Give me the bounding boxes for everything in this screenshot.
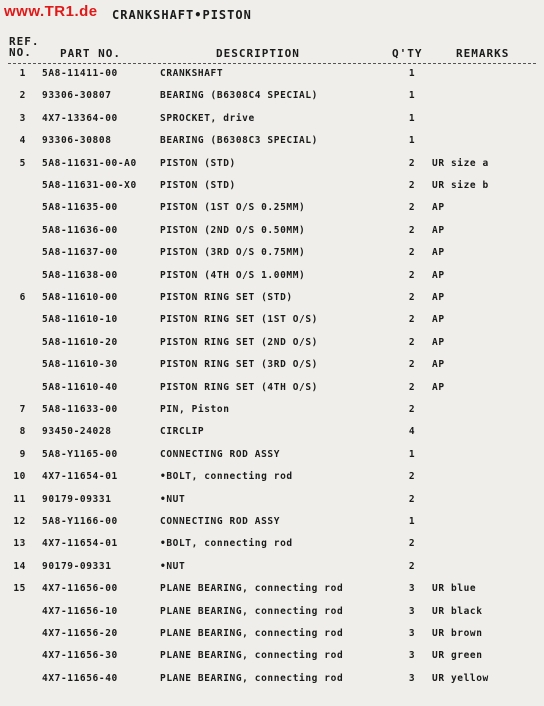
qty-cell: 2 [408,157,416,169]
part-no-cell: 5A8-11610-30 [42,359,118,371]
description-cell: PISTON (4TH O/S 1.00MM) [160,269,306,281]
ref-no-cell: 12 [13,516,26,527]
qty-cell: 2 [408,538,416,550]
qty-cell: 2 [408,471,416,483]
description-cell: PISTON (STD) [160,157,236,169]
remarks-cell: UR brown [432,628,483,639]
table-row [0,333,544,353]
remarks-cell: AP [432,202,445,214]
part-no-cell: 90179-09331 [42,560,112,572]
qty-cell: 3 [408,672,416,684]
part-no-cell: 4X7-11654-01 [42,471,118,483]
remarks-cell: UR green [432,650,483,662]
qty-cell: 1 [408,448,416,460]
qty-cell: 2 [408,404,416,415]
description-cell: •BOLT, connecting rod [160,538,293,550]
description-cell: CONNECTING ROD ASSY [160,516,281,527]
description-cell: PLANE BEARING, connecting rod [160,583,344,595]
header-description: DESCRIPTION [216,47,300,60]
description-cell: •NUT [160,560,186,572]
part-no-cell: 5A8-11638-00 [42,269,118,281]
qty-cell: 1 [408,90,416,102]
description-cell: PLANE BEARING, connecting rod [160,605,344,617]
ref-no-cell: 9 [19,448,26,460]
description-cell: PISTON RING SET (STD) [160,292,293,303]
qty-cell: 1 [408,112,416,124]
ref-no-cell: 8 [19,426,26,438]
ref-no-cell: 7 [19,404,26,415]
ref-no-cell: 4 [19,135,26,147]
table-row [0,86,544,106]
table-row [0,131,544,151]
table-row [0,490,544,510]
qty-cell: 4 [408,426,416,438]
qty-cell: 2 [408,292,416,303]
part-no-cell: 5A8-11631-00-X0 [42,180,137,191]
description-cell: CIRCLIP [160,426,205,438]
qty-cell: 3 [408,605,416,617]
table-row [0,400,544,420]
description-cell: •NUT [160,493,186,505]
qty-cell: 2 [408,180,416,191]
qty-cell: 2 [408,314,416,326]
table-row [0,378,544,398]
part-no-cell: 4X7-11656-00 [42,583,118,595]
part-no-cell: 5A8-Y1166-00 [42,516,118,527]
part-no-cell: 5A8-11610-00 [42,292,118,303]
qty-cell: 3 [408,628,416,639]
remarks-cell: AP [432,269,445,281]
part-no-cell: 4X7-11656-20 [42,628,118,639]
remarks-cell: AP [432,224,445,236]
remarks-cell: AP [432,359,445,371]
part-no-cell: 4X7-11656-10 [42,605,118,617]
remarks-cell: UR black [432,605,483,617]
ref-no-cell: 3 [19,112,26,124]
qty-cell: 2 [408,269,416,281]
part-no-cell: 5A8-11610-40 [42,381,118,393]
part-no-cell: 93450-24028 [42,426,112,438]
remarks-cell: UR blue [432,583,477,595]
description-cell: PISTON RING SET (2ND O/S) [160,336,318,348]
description-cell: •BOLT, connecting rod [160,471,293,483]
part-no-cell: 5A8-11637-00 [42,247,118,259]
part-no-cell: 5A8-11610-10 [42,314,118,326]
part-no-cell: 5A8-11633-00 [42,404,118,415]
part-no-cell: 5A8-11635-00 [42,202,118,214]
qty-cell: 2 [408,493,416,505]
part-no-cell: 4X7-13364-00 [42,112,118,124]
part-no-cell: 90179-09331 [42,493,112,505]
qty-cell: 2 [408,224,416,236]
description-cell: PIN, Piston [160,404,230,415]
table-row [0,445,544,465]
ref-no-cell: 11 [13,493,26,505]
description-cell: PISTON RING SET (4TH O/S) [160,381,318,393]
table-row [0,221,544,241]
remarks-cell: AP [432,314,445,326]
remarks-cell: AP [432,381,445,393]
remarks-cell: AP [432,247,445,259]
qty-cell: 1 [408,516,416,527]
table-row [0,176,544,196]
table-row [0,534,544,554]
description-cell: PISTON RING SET (1ST O/S) [160,314,318,326]
qty-cell: 2 [408,560,416,572]
ref-no-cell: 2 [19,90,26,102]
ref-no-cell: 10 [13,471,26,483]
description-cell: PLANE BEARING, connecting rod [160,628,344,639]
description-cell: CRANKSHAFT [160,68,224,79]
table-row [0,579,544,599]
description-cell: PISTON RING SET (3RD O/S) [160,359,318,371]
qty-cell: 2 [408,359,416,371]
description-cell: PISTON (3RD O/S 0.75MM) [160,247,306,259]
table-row [0,64,544,84]
ref-no-cell: 14 [13,560,26,572]
description-cell: PLANE BEARING, connecting rod [160,650,344,662]
description-cell: BEARING (B6308C4 SPECIAL) [160,90,318,102]
ref-no-cell: 5 [19,157,26,169]
table-row [0,109,544,129]
part-no-cell: 4X7-11656-40 [42,672,118,684]
watermark-logo[interactable]: www.TR1.de [4,3,98,20]
qty-cell: 2 [408,247,416,259]
page-title: CRANKSHAFT•PISTON [112,8,252,22]
header-part-no: PART NO. [60,47,121,60]
table-row [0,243,544,263]
remarks-cell: UR size a [432,157,489,169]
description-cell: SPROCKET, drive [160,112,255,124]
qty-cell: 2 [408,202,416,214]
remarks-cell: UR size b [432,180,489,191]
part-no-cell: 4X7-11656-30 [42,650,118,662]
part-no-cell: 4X7-11654-01 [42,538,118,550]
table-row [0,557,544,577]
remarks-cell: AP [432,292,445,303]
table-row [0,669,544,689]
remarks-cell: AP [432,336,445,348]
qty-cell: 2 [408,381,416,393]
description-cell: PISTON (2ND O/S 0.50MM) [160,224,306,236]
remarks-cell: UR yellow [432,672,489,684]
table-row [0,198,544,218]
table-row [0,266,544,286]
part-no-cell: 5A8-11610-20 [42,336,118,348]
ref-no-cell: 13 [13,538,26,550]
part-no-cell: 5A8-11631-00-A0 [42,157,137,169]
description-cell: CONNECTING ROD ASSY [160,448,281,460]
ref-no-cell: 1 [19,68,26,79]
table-row [0,646,544,666]
part-no-cell: 5A8-11411-00 [42,68,118,79]
header-ref-no: REF. NO. [9,35,40,59]
table-row [0,467,544,487]
part-no-cell: 5A8-11636-00 [42,224,118,236]
part-no-cell: 93306-30808 [42,135,112,147]
table-row [0,310,544,330]
description-cell: PISTON (1ST O/S 0.25MM) [160,202,306,214]
qty-cell: 1 [408,68,416,79]
table-row [0,154,544,174]
ref-no-cell: 6 [19,292,26,303]
part-no-cell: 93306-30807 [42,90,112,102]
qty-cell: 3 [408,650,416,662]
table-row [0,422,544,442]
table-row [0,355,544,375]
header-remarks: REMARKS [456,47,510,60]
table-row [0,624,544,644]
table-row [0,602,544,622]
qty-cell: 2 [408,336,416,348]
part-no-cell: 5A8-Y1165-00 [42,448,118,460]
description-cell: BEARING (B6308C3 SPECIAL) [160,135,318,147]
ref-no-cell: 15 [13,583,26,595]
table-row [0,512,544,532]
qty-cell: 1 [408,135,416,147]
qty-cell: 3 [408,583,416,595]
header-qty: Q'TY [392,47,423,60]
description-cell: PISTON (STD) [160,180,236,191]
table-row [0,288,544,308]
description-cell: PLANE BEARING, connecting rod [160,672,344,684]
